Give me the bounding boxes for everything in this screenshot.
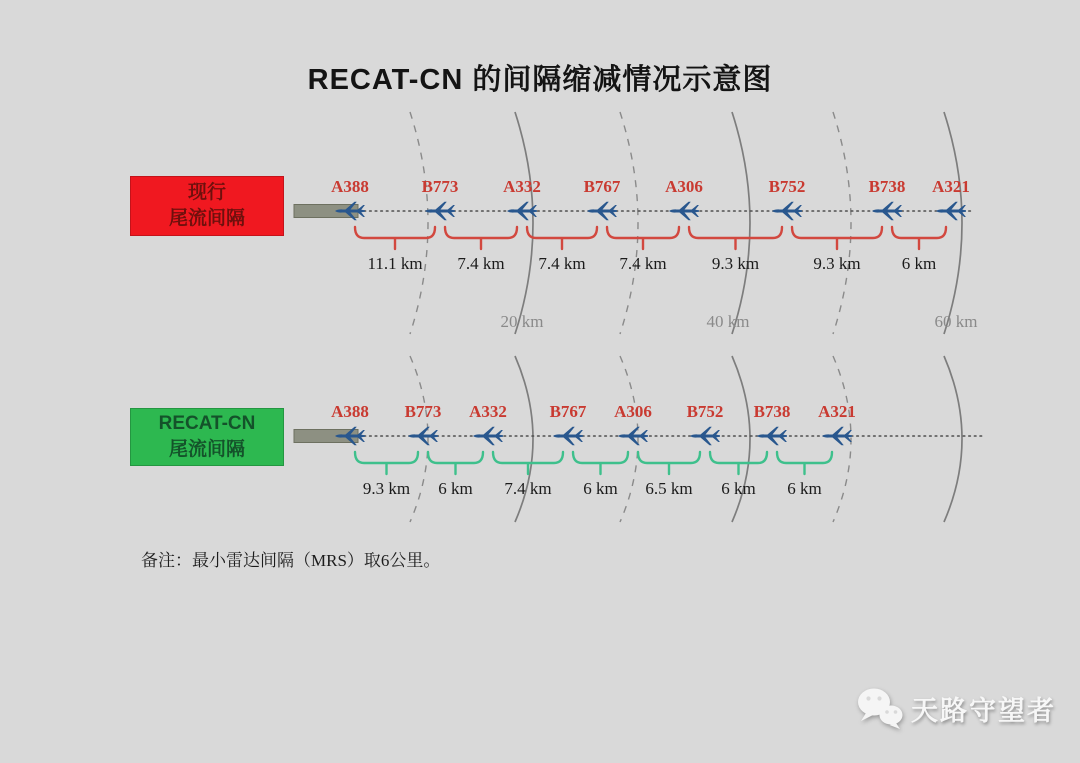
range-arc [410, 356, 428, 522]
separation-brace [445, 227, 517, 249]
range-ring-label: 40 km [706, 312, 750, 331]
range-arc [732, 112, 750, 334]
separation-label: 7.4 km [457, 254, 505, 273]
aircraft-icon [587, 202, 617, 221]
aircraft-type-label: A321 [818, 402, 856, 421]
aircraft-icon [473, 427, 503, 446]
aircraft-type-label: B767 [583, 177, 621, 196]
aircraft-type-label: B773 [421, 177, 459, 196]
separation-brace [777, 452, 832, 474]
aircraft-type-label: B773 [404, 402, 442, 421]
separation-label: 6 km [438, 479, 473, 498]
aircraft-type-label: B767 [549, 402, 587, 421]
separation-label: 9.3 km [711, 254, 760, 273]
aircraft-icon [553, 427, 583, 446]
aircraft-icon [618, 427, 648, 446]
aircraft-type-label: B738 [868, 177, 906, 196]
separation-brace [527, 227, 597, 249]
aircraft-type-label: A388 [331, 177, 369, 196]
separation-label: 11.1 km [367, 254, 423, 273]
aircraft-icon [425, 202, 455, 221]
aircraft-icon [772, 202, 802, 221]
aircraft-type-label: B752 [768, 177, 806, 196]
separation-label: 9.3 km [813, 254, 861, 273]
aircraft-icon [822, 427, 852, 446]
range-ring-arcs [410, 112, 962, 522]
current-label-line1: 现行 [187, 182, 226, 204]
range-arc [944, 356, 962, 522]
aircraft-type-label: A306 [614, 402, 652, 421]
separation-brace [493, 452, 563, 474]
range-arc [944, 112, 962, 334]
separation-brace [689, 227, 782, 249]
separation-brace [607, 227, 679, 249]
aircraft-type-label: A306 [665, 177, 703, 196]
recat-label-line1: RECAT-CN [158, 413, 256, 435]
aircraft-type-label: A332 [469, 402, 507, 421]
range-arc [515, 356, 533, 522]
aircraft-icon [669, 202, 699, 221]
aircraft-icon [690, 427, 720, 446]
range-arc [620, 356, 638, 522]
aircraft-type-label: A388 [331, 402, 369, 421]
aircraft-type-label: B752 [686, 402, 724, 421]
range-ring-label: 60 km [934, 312, 978, 331]
aircraft-type-label: A321 [932, 177, 970, 196]
aircraft-type-label: B738 [753, 402, 791, 421]
separation-brace [428, 452, 483, 474]
range-arc [732, 356, 750, 522]
separation-brace [355, 227, 435, 249]
separation-label: 7.4 km [538, 254, 586, 273]
range-arc [515, 112, 533, 334]
separation-label: 6.5 km [645, 479, 693, 498]
separation-label: 7.4 km [504, 479, 552, 498]
aircraft-rows [294, 202, 985, 474]
aircraft-icon [408, 427, 438, 446]
separation-label: 6 km [721, 479, 756, 498]
separation-label: 6 km [787, 479, 822, 498]
separation-brace [792, 227, 882, 249]
aircraft-type-label: A332 [503, 177, 541, 196]
recat-label-line2: 尾流间隔 [168, 439, 245, 460]
diagram-title: RECAT-CN 的间隔缩减情况示意图 [307, 64, 773, 96]
separation-brace [710, 452, 767, 474]
separation-brace [573, 452, 628, 474]
separation-brace [892, 227, 946, 249]
separation-label: 7.4 km [619, 254, 667, 273]
separation-brace [638, 452, 700, 474]
separation-brace [355, 452, 418, 474]
range-arc [410, 112, 428, 334]
aircraft-icon [757, 427, 787, 446]
separation-label: 9.3 km [362, 479, 411, 498]
current-separation-label-box [130, 176, 284, 236]
aircraft-icon [872, 202, 902, 221]
wechat-icon [856, 686, 904, 730]
recat-separation-label-box [130, 408, 284, 466]
separation-label: 6 km [583, 479, 618, 498]
separation-label: 6 km [901, 254, 937, 273]
watermark-text: 天路守望者 [911, 695, 1056, 726]
range-ring-label: 20 km [500, 312, 544, 331]
footnote: 备注：最小雷达间隔（MRS）取6公里。 [141, 551, 441, 570]
current-label-line2: 尾流间隔 [168, 208, 245, 229]
range-arc [833, 112, 851, 334]
watermark [856, 686, 1056, 730]
range-arc [620, 112, 638, 334]
